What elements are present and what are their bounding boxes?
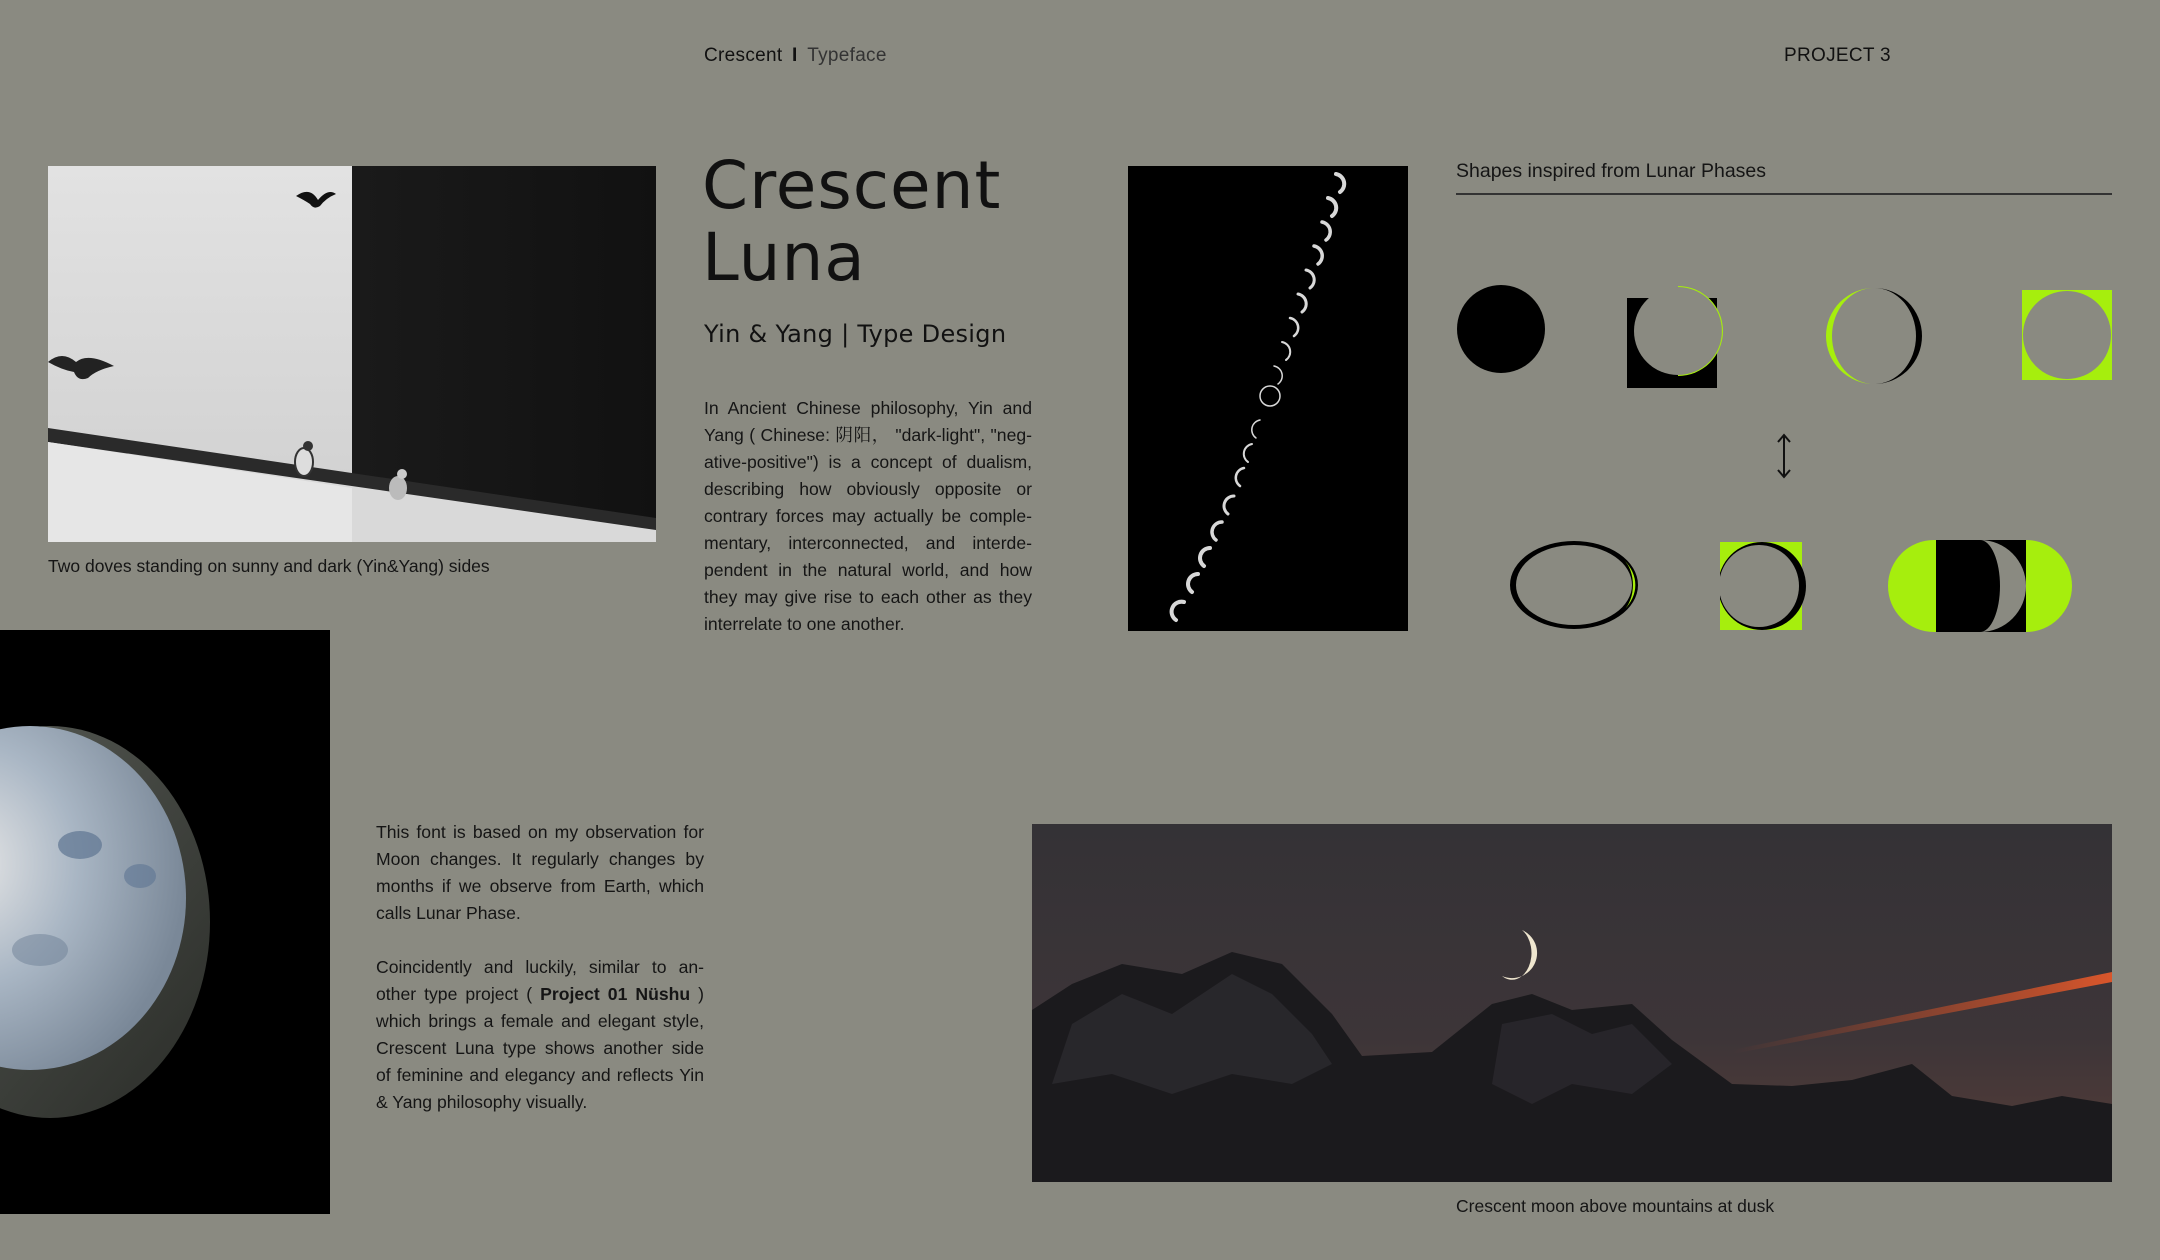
shape-ellipse-moon	[1508, 538, 1644, 632]
shape-crescent-outline	[1822, 286, 1926, 386]
brand-name: Crescent	[704, 45, 783, 66]
brand-category: Typeface	[807, 45, 887, 66]
header-brand-line	[704, 45, 887, 67]
observation-text	[376, 819, 704, 1143]
page-subtitle: Yin & Yang | Type Design	[704, 320, 1007, 348]
mountain-caption: Crescent moon above mountains at dusk	[1456, 1196, 1775, 1216]
observation-paragraph-2-start: Coincidently and luckily, similar to an-other type project (	[376, 957, 704, 1004]
shapes-divider	[1456, 193, 2112, 195]
mountain-moon-photo	[1032, 824, 2112, 1182]
brand-separator: I	[792, 45, 798, 66]
intro-paragraph: In Ancient Chinese philosophy, Yin and Yang ( Chinese: 阴阳， "dark-light", "neg-ative-positive") is a concept of dualism, describing how obviously opposite or contrary forces may actually be comple-mentary, interconnected, and interde-pendent in the natural world, and how they may give rise to each other as they interrelate to one another.	[704, 398, 1032, 634]
shapes-heading: Shapes inspired from Lunar Phases	[1456, 160, 1767, 182]
title-line-2: Luna	[702, 219, 866, 296]
project-reference: Project 01 Nüshu	[540, 984, 691, 1004]
shape-green-square	[2022, 290, 2112, 380]
observation-paragraph-1: This font is based on my observation for Moon changes. It regularly changes by months if we observe from Earth, which calls Lunar Phase.	[376, 822, 704, 923]
doves-photo	[48, 166, 656, 542]
double-vertical-arrow-icon	[1774, 432, 1794, 480]
doves-caption: Two doves standing on sunny and dark (Yin&Yang) sides	[48, 556, 490, 576]
shape-double-half-moons	[1888, 540, 2072, 632]
observation-paragraph-2-end: ) which brings a female and elegant style, Crescent Luna type shows another side of feminine and elegancy and reflects Yin & Yang philosophy visually.	[376, 984, 705, 1112]
skylight-photo	[0, 630, 330, 1214]
shape-full-moon	[1456, 284, 1546, 374]
shape-small-square-moon	[1720, 540, 1810, 632]
shape-square-moon	[1624, 282, 1734, 392]
page-title	[702, 147, 1002, 296]
observation-paragraph-2	[376, 954, 704, 1116]
title-line-1: Crescent	[702, 147, 1002, 224]
project-label: PROJECT 3	[1784, 45, 1891, 66]
lunar-phases-photo	[1128, 166, 1408, 631]
